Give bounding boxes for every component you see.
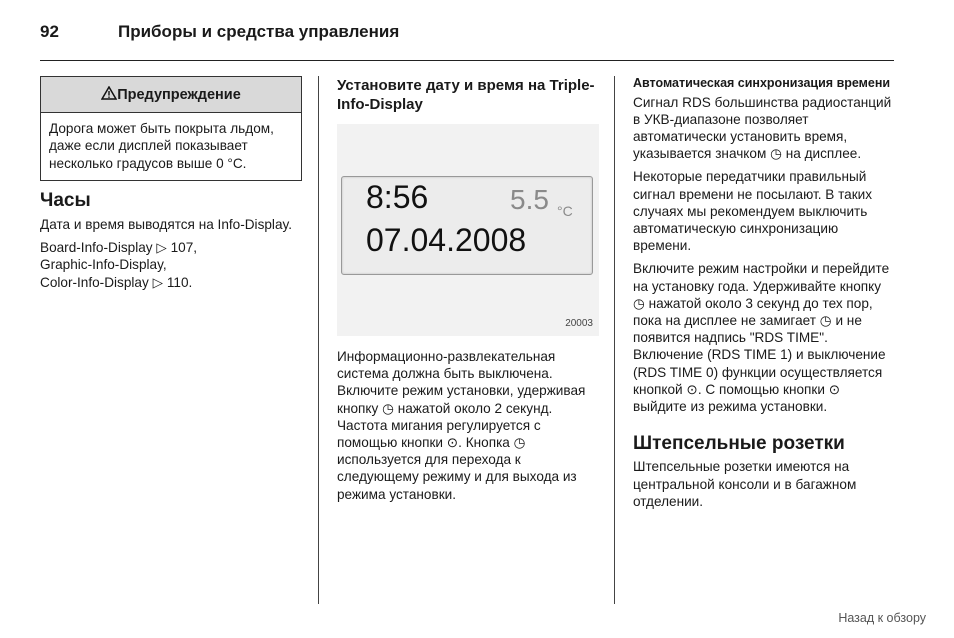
clock-button-icon: ◷ [382, 400, 394, 416]
auto-sync-heading: Автоматическая синхронизация времени [633, 76, 891, 90]
clock-heading: Часы [40, 189, 91, 211]
setting-knob-icon: ⊙ [686, 381, 698, 397]
page-ref-arrow-icon: ▷ [156, 240, 167, 256]
paragraph-text: нажатой около 3 секунд до тех пор, пока на дисплее не замигает [633, 295, 873, 328]
back-to-overview-link[interactable]: Назад к обзору [838, 611, 926, 625]
setting-knob-icon: ⊙ [828, 381, 841, 397]
ref-color-display: Color-Info-Display [40, 274, 149, 290]
left-column [40, 76, 302, 297]
auto-sync-paragraph-3 [633, 260, 895, 415]
warning-header [41, 77, 301, 113]
sockets-text: Штепсельные розетки имеются на центральной консоли и в багажном отделении. [633, 459, 857, 509]
paragraph-text: Кнопка [465, 435, 510, 451]
right-column [633, 76, 895, 516]
display-time: 8:56 [366, 179, 429, 215]
set-datetime-paragraph-1 [337, 348, 599, 503]
figure-id: 20003 [565, 317, 593, 329]
paragraph-text: выйдите из режима установки. [633, 398, 828, 414]
sockets-heading: Штепсельные розетки [633, 433, 845, 455]
paragraph-text: и не появится надпись "RDS TIME". Включение (RDS TIME 1) и выключение (RDS TIME 0) функции осуществляется кнопкой [633, 312, 886, 397]
warning-triangle-icon [101, 86, 117, 100]
paragraph-text: Сигнал RDS большинства радиостанций в УКВ-диапазоне позволяет автоматически установить время, указывается значком [633, 94, 892, 162]
ref-board-display: Board-Info-Display [40, 240, 153, 256]
display-figure [337, 124, 599, 336]
paragraph-text: на дисплее. [785, 146, 862, 162]
triple-info-display [341, 176, 593, 275]
middle-column [337, 76, 599, 509]
paragraph-text: . С помощью кнопки [697, 381, 825, 397]
clock-button-icon: ◷ [513, 435, 526, 451]
column-divider [614, 76, 615, 604]
page-ref-arrow-icon: ▷ [152, 274, 164, 290]
paragraph-text: Информационно-развлекательная система должна быть выключена. [337, 349, 556, 382]
set-datetime-heading: Установите дату и время на Triple-Info-Display [337, 77, 595, 113]
header-divider [40, 60, 894, 61]
auto-sync-paragraph-1 [633, 94, 895, 163]
page-title: Приборы и средства управления [118, 22, 400, 41]
warning-title: Предупреждение [117, 87, 241, 103]
page-number: 92 [40, 22, 59, 41]
display-temperature-unit: °C [557, 203, 573, 219]
paragraph-text: нажатой около 2 секунд. Частота мигания регулируется с помощью кнопки [337, 400, 553, 451]
auto-sync-paragraph-2: Некоторые передатчики правильный сигнал времени не посылают. В таких случаях мы рекомендуем выключить автоматическую синхронизацию времени. [633, 169, 873, 254]
setting-knob-icon: ⊙ [446, 435, 459, 451]
ref-board-page-link[interactable]: 107, [170, 240, 198, 256]
ref-graphic-display: Graphic-Info-Display, [40, 257, 167, 273]
warning-text: Дорога может быть покрыта льдом, даже если дисплей показывает несколько градусов выше 0 °C. [49, 121, 274, 171]
paragraph-text: Включите режим установки, удерживая кнопку [337, 383, 586, 416]
display-date: 07.04.2008 [366, 222, 527, 258]
rds-clock-icon: ◷ [770, 146, 782, 162]
paragraph-text: . [458, 435, 462, 451]
clock-button-icon: ◷ [633, 295, 645, 311]
rds-clock-icon: ◷ [819, 312, 832, 328]
clock-intro: Дата и время выводятся на Info-Display. [40, 217, 293, 233]
column-divider [318, 76, 319, 604]
clock-references [40, 239, 302, 291]
warning-box [40, 76, 302, 181]
paragraph-text: используется для перехода к следующему режиму и для выхода из режима установки. [337, 452, 577, 502]
ref-color-page-link[interactable]: 110. [166, 274, 193, 290]
display-temperature: 5.5 [510, 184, 549, 215]
paragraph-text: Включите режим настройки и перейдите на установку года. Удерживайте кнопку [633, 261, 890, 294]
